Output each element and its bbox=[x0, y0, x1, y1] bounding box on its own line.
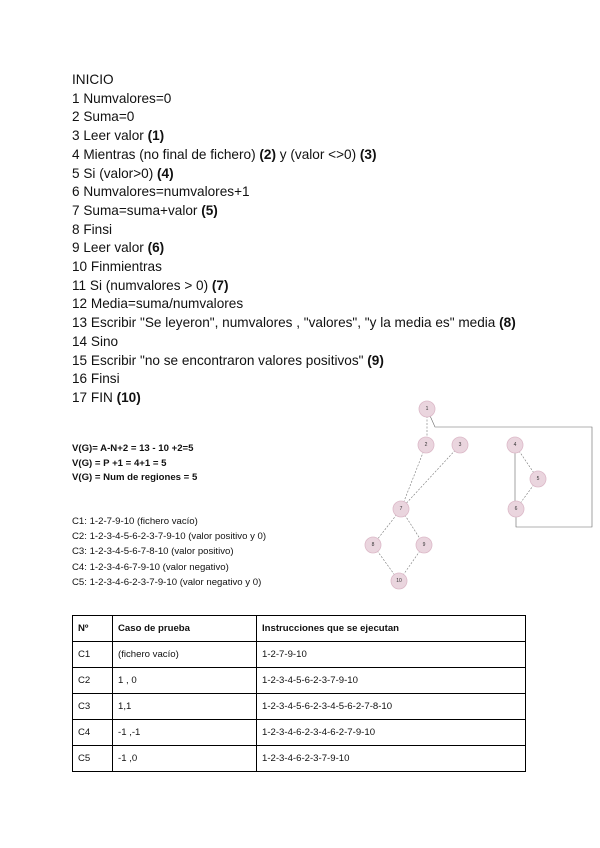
svg-text:10: 10 bbox=[396, 578, 402, 584]
cell-num: C1 bbox=[73, 642, 113, 668]
graph-node-3 bbox=[452, 437, 468, 453]
test-cases-table bbox=[72, 615, 526, 772]
case-c2: C2: 1-2-3-4-5-6-2-3-7-9-10 (valor positivo y 0) bbox=[72, 531, 267, 543]
cell-case: 1 , 0 bbox=[113, 668, 257, 694]
graph-node-4 bbox=[507, 437, 523, 453]
svg-text:2: 2 bbox=[424, 442, 428, 448]
algo-line-12: 12 Media=suma/numvalores bbox=[72, 296, 244, 312]
flow-graph bbox=[355, 395, 595, 595]
cell-num: C3 bbox=[73, 694, 113, 720]
svg-text:3: 3 bbox=[458, 442, 462, 448]
cell-instructions: 1-2-3-4-5-6-2-3-4-5-6-2-7-8-10 bbox=[257, 694, 526, 720]
svg-text:5: 5 bbox=[536, 476, 540, 482]
cell-instructions: 1-2-3-4-6-2-3-7-9-10 bbox=[257, 746, 526, 772]
algo-line-0: INICIO bbox=[72, 72, 114, 87]
vg-formula-2: V(G) = P +1 = 4+1 = 5 bbox=[72, 457, 167, 469]
algo-line-7: 7 Suma=suma+valor (5) bbox=[72, 202, 218, 218]
svg-text:4: 4 bbox=[513, 442, 517, 448]
algo-line-9: 9 Leer valor (6) bbox=[72, 240, 165, 256]
graph-node-7 bbox=[393, 501, 409, 517]
graph-node-9 bbox=[416, 537, 432, 553]
vg-formula-3: V(G) = Num de regiones = 5 bbox=[72, 472, 198, 483]
algorithm-pseudocode bbox=[72, 71, 542, 408]
algo-line-11: 11 Si (numvalores > 0) (7) bbox=[72, 277, 229, 293]
algo-line-5: 5 Si (valor>0) (4) bbox=[72, 165, 174, 181]
svg-text:9: 9 bbox=[422, 542, 426, 548]
algo-line-10: 10 Finmientras bbox=[72, 259, 162, 275]
table-header-row bbox=[73, 616, 526, 642]
table-row bbox=[73, 746, 526, 772]
table-row bbox=[73, 642, 526, 668]
algo-line-16: 16 Finsi bbox=[72, 371, 120, 387]
cell-num: C2 bbox=[73, 668, 113, 694]
header-instructions: Instrucciones que se ejecutan bbox=[257, 616, 526, 642]
algo-line-15: 15 Escribir "no se encontraron valores positivos" (9) bbox=[72, 352, 384, 368]
algo-line-2: 2 Suma=0 bbox=[72, 109, 135, 125]
algo-line-6: 6 Numvalores=numvalores+1 bbox=[72, 184, 250, 200]
algo-line-8: 8 Finsi bbox=[72, 221, 113, 237]
graph-node-1 bbox=[419, 401, 435, 417]
cell-case: 1,1 bbox=[113, 694, 257, 720]
case-c5: C5: 1-2-3-4-6-2-3-7-9-10 (valor negativo y 0) bbox=[72, 576, 262, 588]
vg-formula-1: V(G)= A-N+2 = 13 - 10 +2=5 bbox=[72, 443, 194, 454]
header-num: Nº bbox=[73, 616, 113, 642]
graph-node-2 bbox=[418, 437, 434, 453]
cell-case: -1 ,0 bbox=[113, 746, 257, 772]
cell-instructions: 1-2-3-4-5-6-2-3-7-9-10 bbox=[257, 668, 526, 694]
table-row bbox=[73, 668, 526, 694]
table-row bbox=[73, 720, 526, 746]
graph-node-6 bbox=[508, 501, 524, 517]
cyclomatic-complexity bbox=[72, 442, 197, 486]
algo-line-17: 17 FIN (10) bbox=[72, 389, 141, 405]
svg-text:1: 1 bbox=[425, 406, 429, 412]
edge-3-7 bbox=[401, 445, 460, 509]
algo-line-3: 3 Leer valor (1) bbox=[72, 128, 165, 144]
cell-num: C5 bbox=[73, 746, 113, 772]
algo-line-13: 13 Escribir "Se leyeron", numvalores , "valores", "y la media es" media (8) bbox=[72, 315, 516, 331]
edge-2-7 bbox=[401, 445, 426, 509]
svg-text:7: 7 bbox=[399, 506, 403, 512]
cell-instructions: 1-2-3-4-6-2-3-4-6-2-7-9-10 bbox=[257, 720, 526, 746]
algo-line-14: 14 Sino bbox=[72, 333, 119, 349]
case-c3: C3: 1-2-3-4-5-6-7-8-10 (valor positivo) bbox=[72, 546, 234, 558]
edge-6-loop bbox=[516, 445, 592, 527]
header-case: Caso de prueba bbox=[113, 616, 257, 642]
cell-num: C4 bbox=[73, 720, 113, 746]
cell-instructions: 1-2-7-9-10 bbox=[257, 642, 526, 668]
table-row bbox=[73, 694, 526, 720]
graph-node-5 bbox=[530, 471, 546, 487]
cell-case: (fichero vacío) bbox=[113, 642, 257, 668]
path-cases bbox=[72, 514, 266, 590]
svg-text:8: 8 bbox=[371, 542, 375, 548]
graph-node-10 bbox=[391, 573, 407, 589]
case-c4: C4: 1-2-3-4-6-7-9-10 (valor negativo) bbox=[72, 561, 229, 573]
case-c1: C1: 1-2-7-9-10 (fichero vacío) bbox=[72, 516, 198, 527]
graph-node-8 bbox=[365, 537, 381, 553]
algo-line-4: 4 Mientras (no final de fichero) (2) y (valor <>0) (3) bbox=[72, 146, 377, 162]
algo-line-1: 1 Numvalores=0 bbox=[72, 90, 172, 106]
svg-text:6: 6 bbox=[514, 506, 518, 512]
cell-case: -1 ,-1 bbox=[113, 720, 257, 746]
